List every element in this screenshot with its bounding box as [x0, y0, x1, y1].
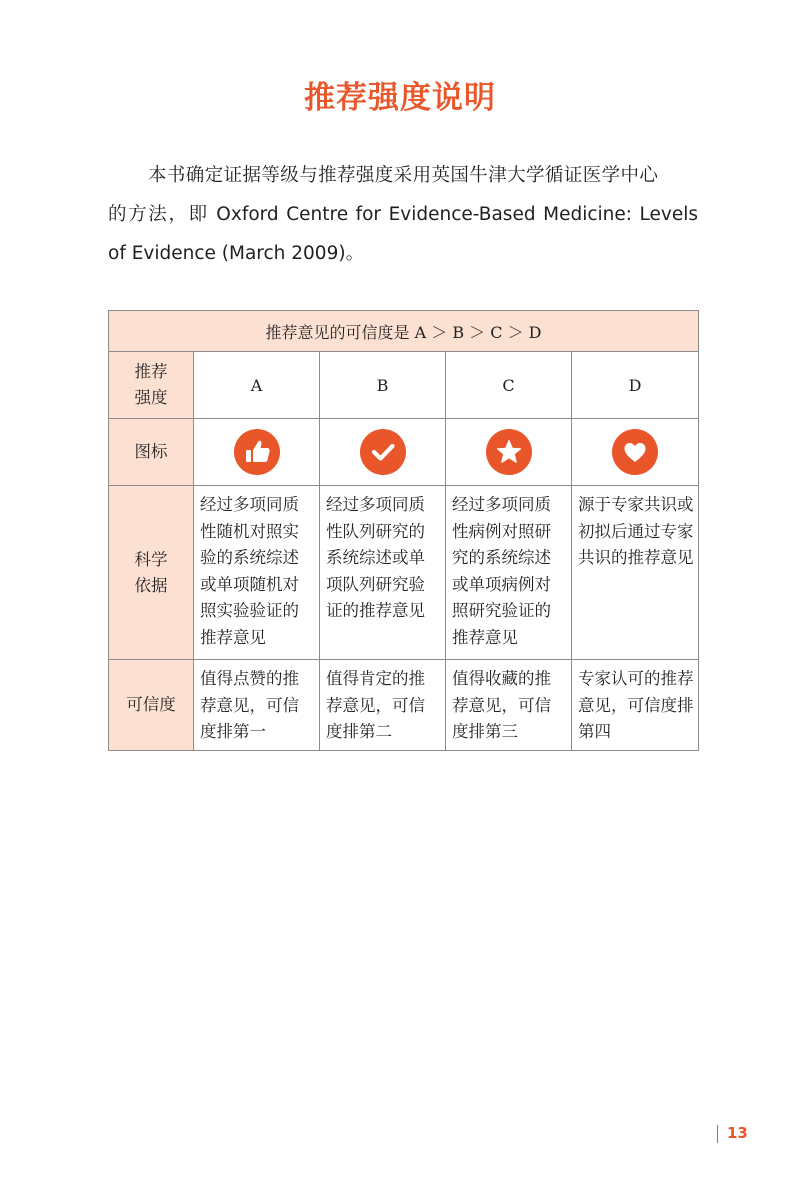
icon-cell-a [194, 419, 320, 486]
page-number-divider [717, 1125, 718, 1143]
basis-a: 经过多项同质性随机对照实验的系统综述或单项随机对照实验验证的推荐意见 [194, 486, 320, 660]
icon-cell-d [572, 419, 699, 486]
intro-line-1: 本书确定证据等级与推荐强度采用英国牛津大学循证医学中心 [148, 165, 659, 186]
intro-paragraph [108, 156, 698, 273]
grade-c: C [446, 352, 572, 419]
row-label-strength-text: 推荐强度 [134, 362, 168, 407]
page-number: 13 [727, 1124, 748, 1142]
icon-cell-b [320, 419, 446, 486]
grade-a: A [194, 352, 320, 419]
credibility-b: 值得肯定的推荐意见，可信度排第二 [320, 660, 446, 751]
credibility-d: 专家认可的推荐意见，可信度排第四 [572, 660, 699, 751]
row-label-icon: 图标 [109, 419, 194, 486]
grade-d: D [572, 352, 699, 419]
row-label-credibility: 可信度 [109, 660, 194, 751]
intro-line-3: of Evidence (March 2009)。 [108, 243, 365, 264]
recommendation-strength-table [108, 310, 699, 751]
credibility-a: 值得点赞的推荐意见，可信度排第一 [194, 660, 320, 751]
table-header: 推荐意见的可信度是 A ＞ B ＞ C ＞ D [109, 311, 699, 352]
row-label-basis-text: 科学依据 [134, 549, 168, 595]
icon-cell-c [446, 419, 572, 486]
basis-d: 源于专家共识或初拟后通过专家共识的推荐意见 [572, 486, 699, 660]
row-label-strength [109, 352, 194, 419]
heart-icon [612, 429, 658, 475]
star-icon [486, 429, 532, 475]
intro-line-2: 的方法，即 Oxford Centre for Evidence-Based Medicine: Levels [108, 204, 698, 225]
grade-b: B [320, 352, 446, 419]
page-title: 推荐强度说明 [304, 80, 496, 116]
check-icon [360, 429, 406, 475]
basis-c: 经过多项同质性病例对照研究的系统综述或单项病例对照研究验证的推荐意见 [446, 486, 572, 660]
row-label-basis [109, 486, 194, 660]
thumbs-up-icon [234, 429, 280, 475]
basis-b: 经过多项同质性队列研究的系统综述或单项队列研究验证的推荐意见 [320, 486, 446, 660]
credibility-c: 值得收藏的推荐意见，可信度排第三 [446, 660, 572, 751]
